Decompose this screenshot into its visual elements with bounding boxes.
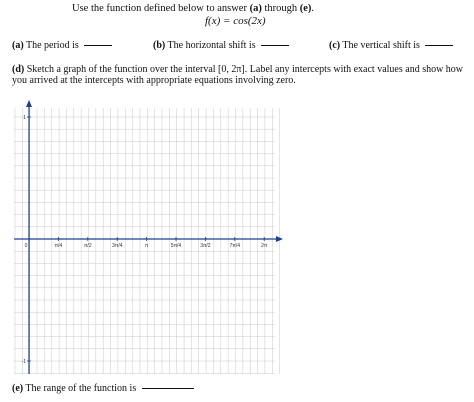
x-tick-label: π/2 bbox=[83, 243, 92, 249]
y-axis-arrow bbox=[26, 100, 32, 107]
part-a-ref: (a) bbox=[249, 3, 262, 14]
function-formula: f(x) = cos(2x) bbox=[205, 15, 266, 27]
x-tick-label: 0 bbox=[24, 243, 28, 249]
x-tick-label: π/4 bbox=[54, 243, 63, 249]
question-e bbox=[12, 383, 194, 394]
through-text: through bbox=[261, 3, 300, 14]
part-e-ref: (e) bbox=[299, 3, 312, 14]
x-tick-label: 5π/4 bbox=[170, 243, 182, 249]
x-tick-label: 3π/4 bbox=[111, 243, 123, 249]
period-text: . bbox=[311, 3, 315, 14]
question-b-label: (b) bbox=[153, 40, 166, 51]
question-a-label: (a) bbox=[12, 40, 24, 51]
y-tick-label: 1 bbox=[23, 115, 26, 121]
x-tick-label: 7π/4 bbox=[229, 243, 241, 249]
question-b-text: The horizontal shift is bbox=[165, 40, 259, 51]
question-e-text: The range of the function is bbox=[23, 383, 139, 394]
question-a-text: The period is bbox=[23, 40, 82, 51]
x-tick-label: 3π/2 bbox=[200, 243, 211, 249]
question-d-label: (d) bbox=[12, 64, 25, 75]
question-c-label: (c) bbox=[329, 40, 341, 51]
question-e-label: (e) bbox=[12, 383, 24, 394]
y-tick-label: -1 bbox=[21, 359, 26, 365]
question-c-text: The vertical shift is bbox=[340, 40, 423, 51]
x-tick-label: π bbox=[144, 243, 149, 249]
instructions-text: Use the function defined below to answer bbox=[72, 3, 250, 14]
x-tick-label: 2π bbox=[261, 243, 268, 249]
answer-blank-e[interactable] bbox=[142, 388, 194, 389]
question-d-text: Sketch a graph of the function over the interval [0, 2π]. Label any intercepts with exact values and show how you arrived at the intercepts with appropriate equations involving zero. bbox=[12, 64, 464, 86]
